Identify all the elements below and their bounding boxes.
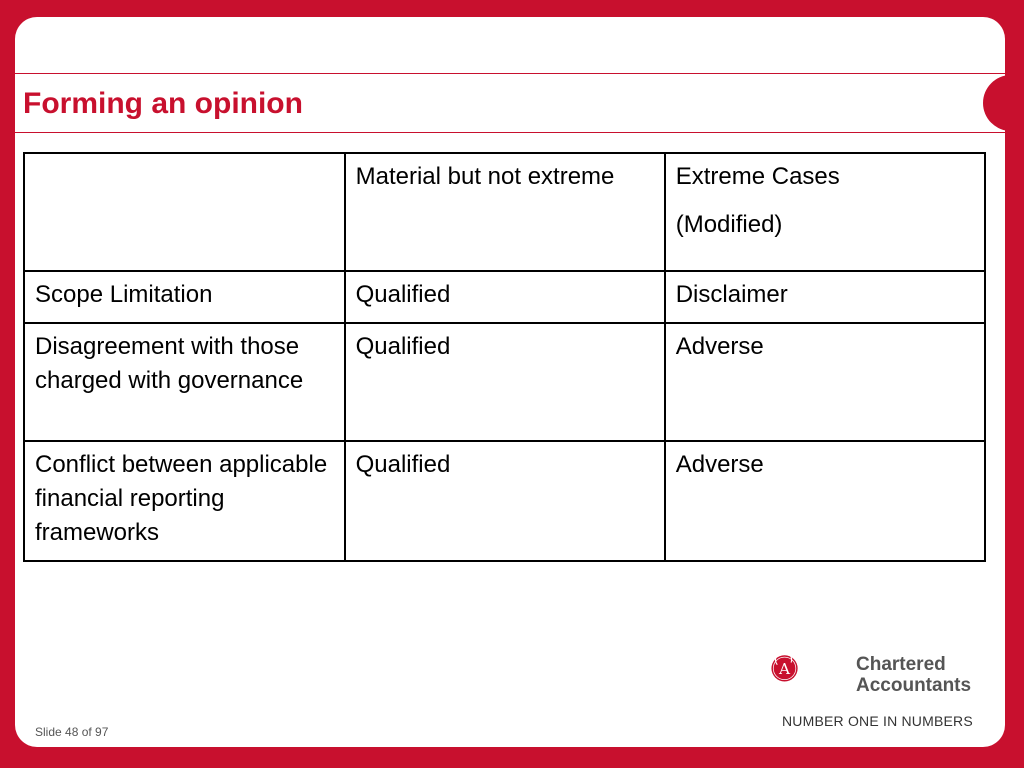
row-material-value: Qualified	[345, 441, 665, 561]
table-row	[24, 441, 985, 561]
row-label: Scope Limitation	[24, 271, 345, 323]
slide-number: Slide 48 of 97	[35, 725, 109, 739]
logo-line1: Chartered	[856, 654, 946, 675]
ca-logo-wordmark	[856, 654, 971, 696]
row-material-value: Qualified	[345, 271, 665, 323]
table-cell-empty	[24, 153, 345, 271]
svg-text:A: A	[779, 659, 791, 678]
slide-canvas	[15, 17, 1005, 747]
ca-logo-icon	[770, 632, 850, 712]
logo-tagline: NUMBER ONE IN NUMBERS	[782, 713, 973, 729]
table-header-extreme-line2: (Modified)	[675, 211, 783, 238]
row-label: Disagreement with those charged with governance	[24, 323, 345, 441]
table-header-extreme-line1: Extreme Cases	[675, 163, 840, 190]
row-extreme-value: Adverse	[665, 323, 985, 441]
table-header-extreme	[665, 153, 985, 271]
table-row	[24, 271, 985, 323]
slide-title: Forming an opinion	[23, 87, 303, 120]
row-material-value: Qualified	[345, 323, 665, 441]
row-extreme-value: Disclaimer	[665, 271, 985, 323]
row-extreme-value: Adverse	[665, 441, 985, 561]
logo-line2: Accountants	[856, 675, 972, 696]
table-row	[24, 323, 985, 441]
table-header-material: Material but not extreme	[345, 153, 665, 271]
opinion-table	[23, 152, 986, 562]
table-header-row	[24, 153, 985, 271]
row-label: Conflict between applicable financial reporting frameworks	[24, 441, 345, 561]
